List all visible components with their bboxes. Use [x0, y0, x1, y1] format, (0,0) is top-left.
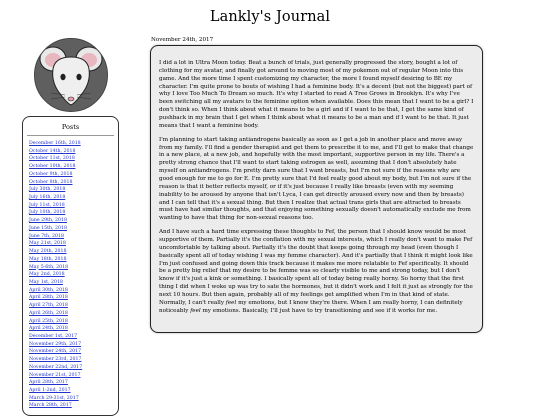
- sidebar-post-link[interactable]: October 11st, 2018: [29, 156, 75, 162]
- sidebar-post-item: [29, 379, 118, 387]
- post-text: my emotions. Basically, I'll just have to try transitioning and see if it works for me.: [200, 307, 438, 314]
- sidebar-post-item: [29, 318, 118, 326]
- sidebar-post-link[interactable]: April 27th, 2018: [29, 303, 68, 309]
- sidebar-post-item: [29, 364, 118, 372]
- sidebar-post-item: [29, 256, 118, 264]
- post-body: [159, 60, 475, 322]
- sidebar-post-link[interactable]: December 16th, 2018: [29, 141, 81, 146]
- sidebar-post-item: [29, 140, 118, 148]
- sidebar-post-item: [29, 395, 118, 403]
- sidebar-post-item: [29, 155, 118, 163]
- sidebar-post-link[interactable]: April 24th, 2018: [29, 326, 68, 332]
- sidebar-post-item: [29, 186, 118, 194]
- sidebar-post-item: [29, 209, 118, 217]
- sidebar-post-item: [29, 325, 118, 333]
- sidebar-post-item: [29, 194, 118, 202]
- site-title: Lankly's Journal: [209, 9, 331, 25]
- sidebar-post-link[interactable]: May 18th, 2018: [29, 256, 67, 262]
- sidebar-post-link[interactable]: October 8th, 2018: [29, 179, 73, 185]
- emphasis-text: feel: [190, 307, 201, 314]
- sidebar-post-link[interactable]: November 21st, 2017: [29, 372, 81, 378]
- sidebar-post-item: [29, 271, 118, 279]
- sidebar-post-item: [29, 402, 118, 410]
- sidebar-post-item: [29, 248, 118, 256]
- sidebar-post-link[interactable]: July 11st, 2018: [29, 202, 65, 208]
- sidebar-post-item: [29, 287, 118, 295]
- post-paragraph: I did a lot in Ultra Moon today. Beat a bunch of trials, just generally progressed the story, bought a lot of clothing for my avatar, and finally got around to moving most of my pokemon out of regular Moon into this game. And the more time I spent customizing my character, the more I found myself desiring to BE my character. I'm quite prone to bouts of wishing I had a feminine body. It's a decent (but not the biggest) part of why I love Too Much To Dream so much. It's why I started to read A Tree Grows in Brooklyn. It's why I've been switching all my avatars to the feminine option when available. Does this mean that I want to be a girl? I don't think so. When I think about what it means to be a girl and if I want to be that, I get the same kind of pushback in my brain that I get when I think about what it means to be a man and if I want to be that. It just means that I want a feminine body.: [159, 60, 474, 129]
- sidebar-post-link[interactable]: November 22nd, 2017: [29, 364, 83, 370]
- sidebar-post-item: [29, 341, 118, 349]
- sidebar-post-link[interactable]: March 28th, 2017: [29, 403, 72, 409]
- post-text: my emotions, but I know they're there. When I am really horny, I can definitely noticeably: [159, 299, 463, 314]
- sidebar-post-item: [29, 348, 118, 356]
- post-paragraph: I'm planning to start taking antiandrogens basically as soon as I get a job in another place and move away from my family. I'll find a gender therapist and get them to prescribe it to me, and I'll get to make that change in a new place, at a new job, and hopefully with the most important, supportive person in my life. There's a pretty strong chance that I'll want to start taking estrogen as well, assuming that I don't absolutely hate myself on antiandrogens. I'm pretty darn sure that I want breasts, but I'm not sure if the reasons why are good enough for me to go for E. I'm pretty sure that I'd feel really good about my body, but I'm not sure if the reason is that it better reflects myself, or if it's just because I really like breasts (even with my seeming inability to be aroused by anyone that isn't Lyca, I can get directly aroused every now and then by breasts) and I can tell that it's a sexual thing. But then I realize that actual trans girls that are attracted to breasts must have had similar thoughts, and that enjoying something sexually doesn't automatically exclude me from wanting to have that thing for non-sexual reasons too.: [159, 136, 474, 222]
- post-card: [150, 45, 483, 333]
- sidebar-post-link[interactable]: May 2nd, 2018: [29, 272, 65, 278]
- sidebar-post-item: [29, 356, 118, 364]
- sidebar-post-item: [29, 233, 118, 241]
- sidebar-post-link[interactable]: May 21st, 2018: [29, 241, 66, 247]
- sidebar-post-link[interactable]: May 5-6th, 2018: [29, 264, 69, 270]
- sidebar-post-link[interactable]: May 1st, 2018: [29, 279, 63, 285]
- sidebar-post-item: [29, 148, 118, 156]
- sidebar-post-link[interactable]: April 28th, 2017: [29, 380, 68, 386]
- sidebar-post-item: [29, 387, 118, 395]
- sidebar-post-item: [29, 372, 118, 380]
- post-date: November 24th, 2017: [151, 37, 214, 43]
- sidebar-post-item: [29, 179, 118, 187]
- post-paragraph: [159, 229, 475, 315]
- rat-head-icon: [35, 39, 107, 111]
- sidebar-post-item: [29, 264, 118, 272]
- post-list: [29, 140, 118, 410]
- sidebar-post-item: [29, 240, 118, 248]
- sidebar-title: Posts: [27, 117, 114, 136]
- sidebar-post-item: [29, 302, 118, 310]
- sidebar-post-item: [29, 163, 118, 171]
- sidebar-post-link[interactable]: April 25th, 2018: [29, 318, 68, 324]
- posts-sidebar: [22, 116, 119, 416]
- sidebar-post-item: [29, 333, 118, 341]
- sidebar-post-item: [29, 171, 118, 179]
- sidebar-post-link[interactable]: April 1-2nd, 2017: [29, 388, 71, 393]
- sidebar-post-item: [29, 225, 118, 233]
- sidebar-post-link[interactable]: July 10th, 2018: [29, 210, 66, 216]
- sidebar-post-link[interactable]: April 26th, 2018: [29, 310, 68, 316]
- emphasis-text: feel: [225, 299, 237, 306]
- sidebar-post-link[interactable]: May 20th, 2018: [29, 249, 67, 255]
- sidebar-post-link[interactable]: October 14th, 2018: [29, 148, 76, 154]
- sidebar-post-link[interactable]: June 15th, 2018: [29, 225, 67, 231]
- sidebar-post-link[interactable]: December 1st, 2017: [29, 333, 78, 339]
- sidebar-post-link[interactable]: October 10th, 2018: [29, 164, 76, 170]
- avatar[interactable]: [34, 38, 108, 112]
- sidebar-post-item: [29, 310, 118, 318]
- sidebar-post-item: [29, 217, 118, 225]
- sidebar-post-item: [29, 279, 118, 287]
- sidebar-post-link[interactable]: June 7th, 2018: [29, 233, 64, 239]
- post-text: And I have such a hard time expressing these thoughts to Fef, the person that I should know would be most supportive of them. Partially it's the conflation with my sexual interests, which I really don't want to make Fef uncomfortable by talking about. Partially it's the doubt that keeps going through my head (even though I basically spent all of today wishing I was my femme character). And it's partially that I think it might look like I'm just confused and going down this track because it makes me more relatable to Fef specifically. It should be a pretty big relief that my desire to be femme was so clearly visible to me and strong today, but I don't know if it's just a kink or something. I basically spent all of today being really horny. So horny that the first thing I did when I woke up was try to sate the hormones, but it didn't work and I felt it just as strongly for the next 10 hours. But then again, probably all of my feelings get amplified when I'm in that kind of state. Normally, I can't really: [159, 229, 473, 306]
- sidebar-post-link[interactable]: April 30th, 2018: [29, 287, 68, 293]
- sidebar-post-link[interactable]: April 28th, 2018: [29, 295, 68, 301]
- sidebar-post-link[interactable]: November 23rd, 2017: [29, 357, 82, 363]
- sidebar-post-link[interactable]: March 29-31st, 2017: [29, 395, 79, 401]
- sidebar-post-link[interactable]: July 16th, 2018: [29, 195, 66, 201]
- sidebar-post-link[interactable]: November 29th, 2017: [29, 341, 82, 347]
- sidebar-post-item: [29, 202, 118, 210]
- sidebar-post-link[interactable]: July 30th, 2018: [29, 187, 66, 193]
- sidebar-post-link[interactable]: October 9th, 2018: [29, 171, 73, 177]
- sidebar-post-item: [29, 294, 118, 302]
- sidebar-post-link[interactable]: November 24th, 2017: [29, 349, 82, 355]
- sidebar-post-link[interactable]: June 29th, 2018: [29, 218, 67, 224]
